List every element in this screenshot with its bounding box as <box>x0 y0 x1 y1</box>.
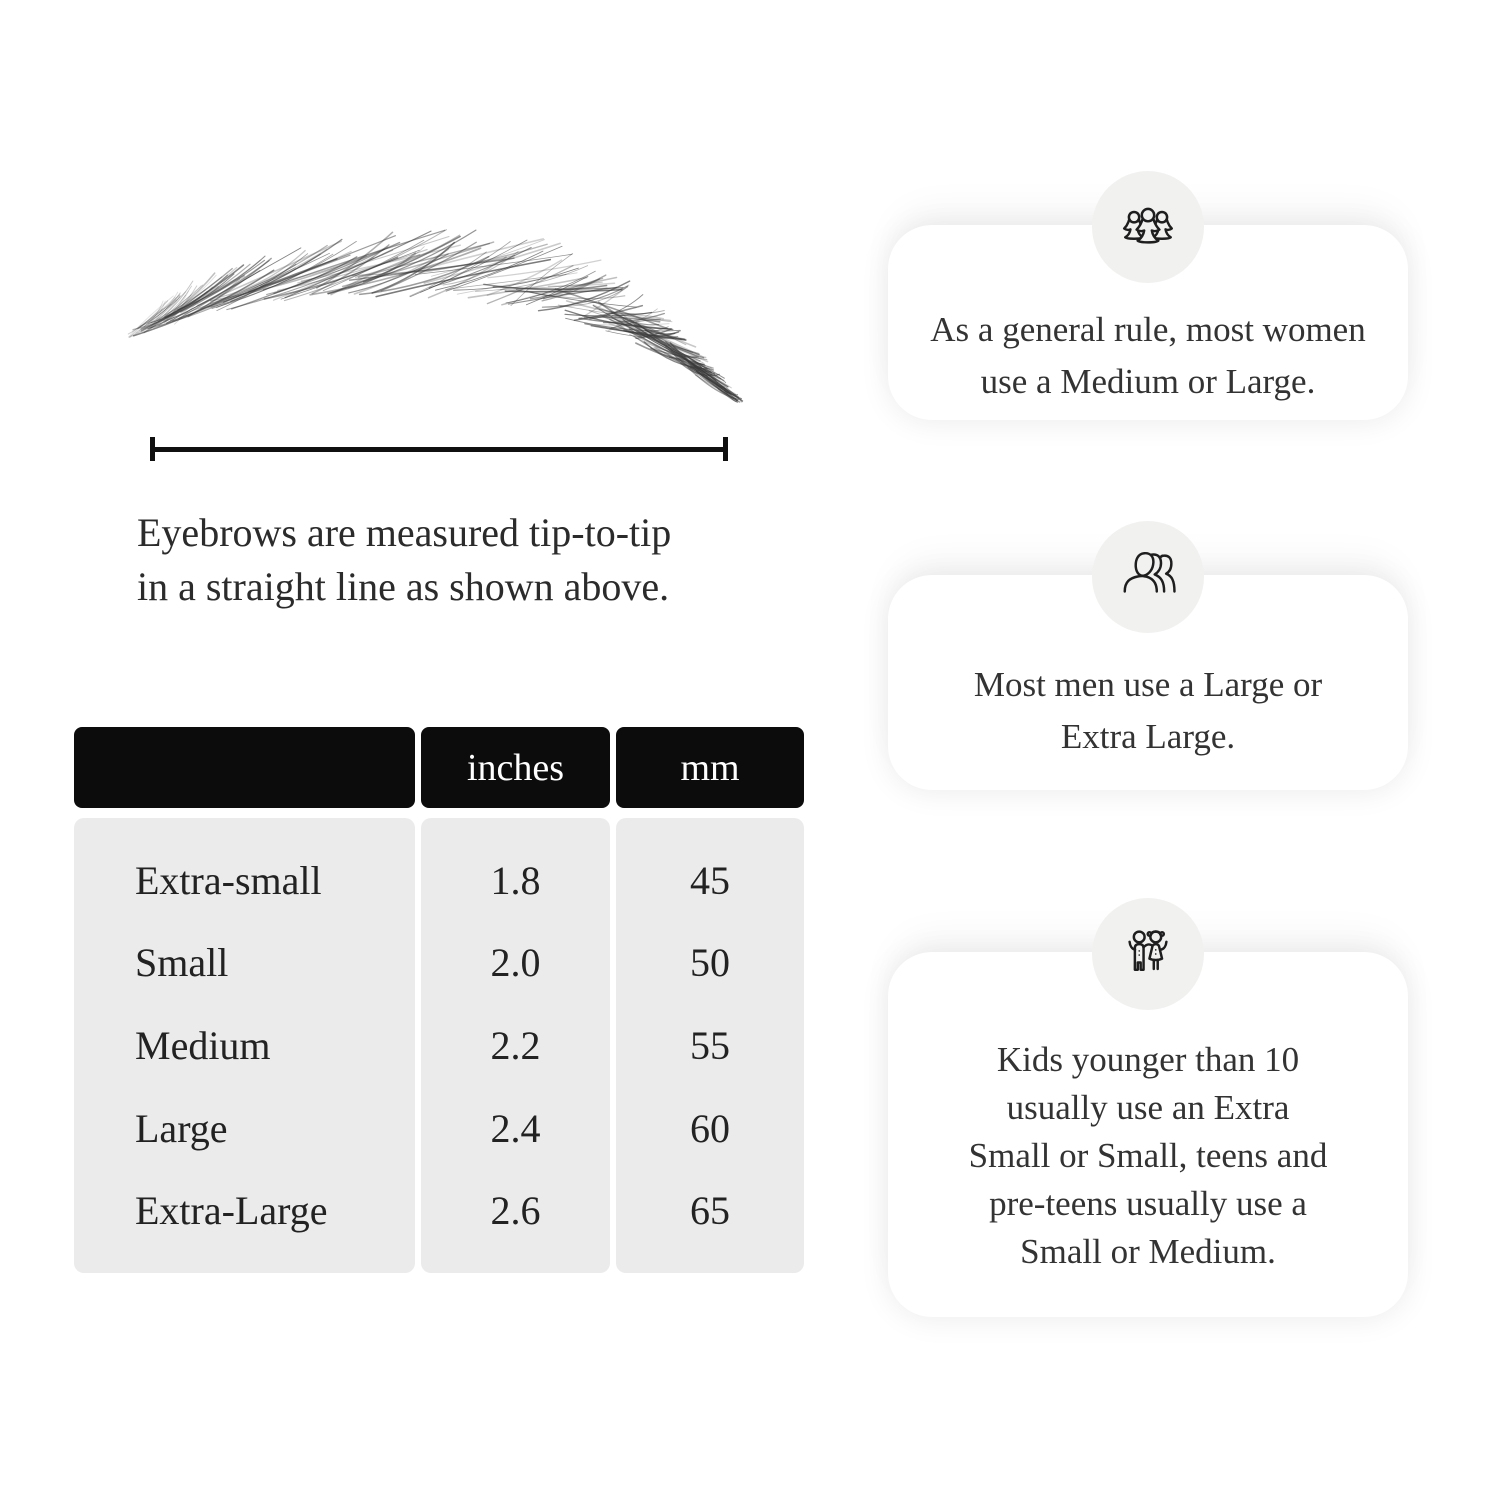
measurement-line-right-cap <box>723 437 728 461</box>
inches-value: 2.6 <box>490 1188 541 1234</box>
men-icon <box>1117 546 1179 608</box>
card-men-line-1: Most men use a Large or <box>973 665 1323 704</box>
women-icon-circle <box>1092 171 1204 283</box>
card-women-line-2: use a Medium or Large. <box>980 362 1316 401</box>
women-icon <box>1117 196 1179 258</box>
card-women-line-1: As a general rule, most women <box>930 310 1366 349</box>
caption-line-1: Eyebrows are measured tip-to-tip <box>137 510 672 555</box>
table-header-mm: mm <box>616 727 804 808</box>
eyebrow-illustration <box>112 228 748 420</box>
card-kids-line-3: Small or Small, teens and <box>968 1136 1328 1175</box>
size-label: Extra-Large <box>135 1188 328 1234</box>
size-label: Extra-small <box>135 857 322 903</box>
card-kids-line-1: Kids younger than 10 <box>996 1040 1300 1079</box>
table-header-blank <box>74 727 415 808</box>
caption-line-2: in a straight line as shown above. <box>137 564 670 609</box>
card-kids-line-4: pre-teens usually use a <box>989 1184 1307 1223</box>
inches-value: 1.8 <box>490 857 541 903</box>
kids-icon-circle <box>1092 898 1204 1010</box>
size-label: Large <box>135 1105 228 1151</box>
mm-value: 60 <box>690 1105 730 1151</box>
table-column-inches <box>421 818 610 1273</box>
table-header-inches: inches <box>421 727 610 808</box>
measurement-line <box>150 436 728 462</box>
inches-value: 2.4 <box>490 1105 541 1151</box>
measurement-caption <box>137 506 797 614</box>
inches-value: 2.0 <box>490 940 541 986</box>
card-men-line-2: Extra Large. <box>1060 717 1236 756</box>
inches-value: 2.2 <box>490 1022 541 1068</box>
measurement-line-bar <box>150 447 728 452</box>
table-column-mm <box>616 818 804 1273</box>
mm-value: 45 <box>690 857 730 903</box>
card-kids-line-2: usually use an Extra <box>1006 1088 1290 1127</box>
kids-icon <box>1117 923 1179 985</box>
card-kids-line-5: Small or Medium. <box>1020 1232 1276 1271</box>
mm-value: 50 <box>690 940 730 986</box>
men-icon-circle <box>1092 521 1204 633</box>
mm-value: 65 <box>690 1188 730 1234</box>
size-label: Small <box>135 940 229 986</box>
mm-value: 55 <box>690 1022 730 1068</box>
size-label: Medium <box>135 1022 271 1068</box>
table-column-sizes <box>74 818 415 1273</box>
